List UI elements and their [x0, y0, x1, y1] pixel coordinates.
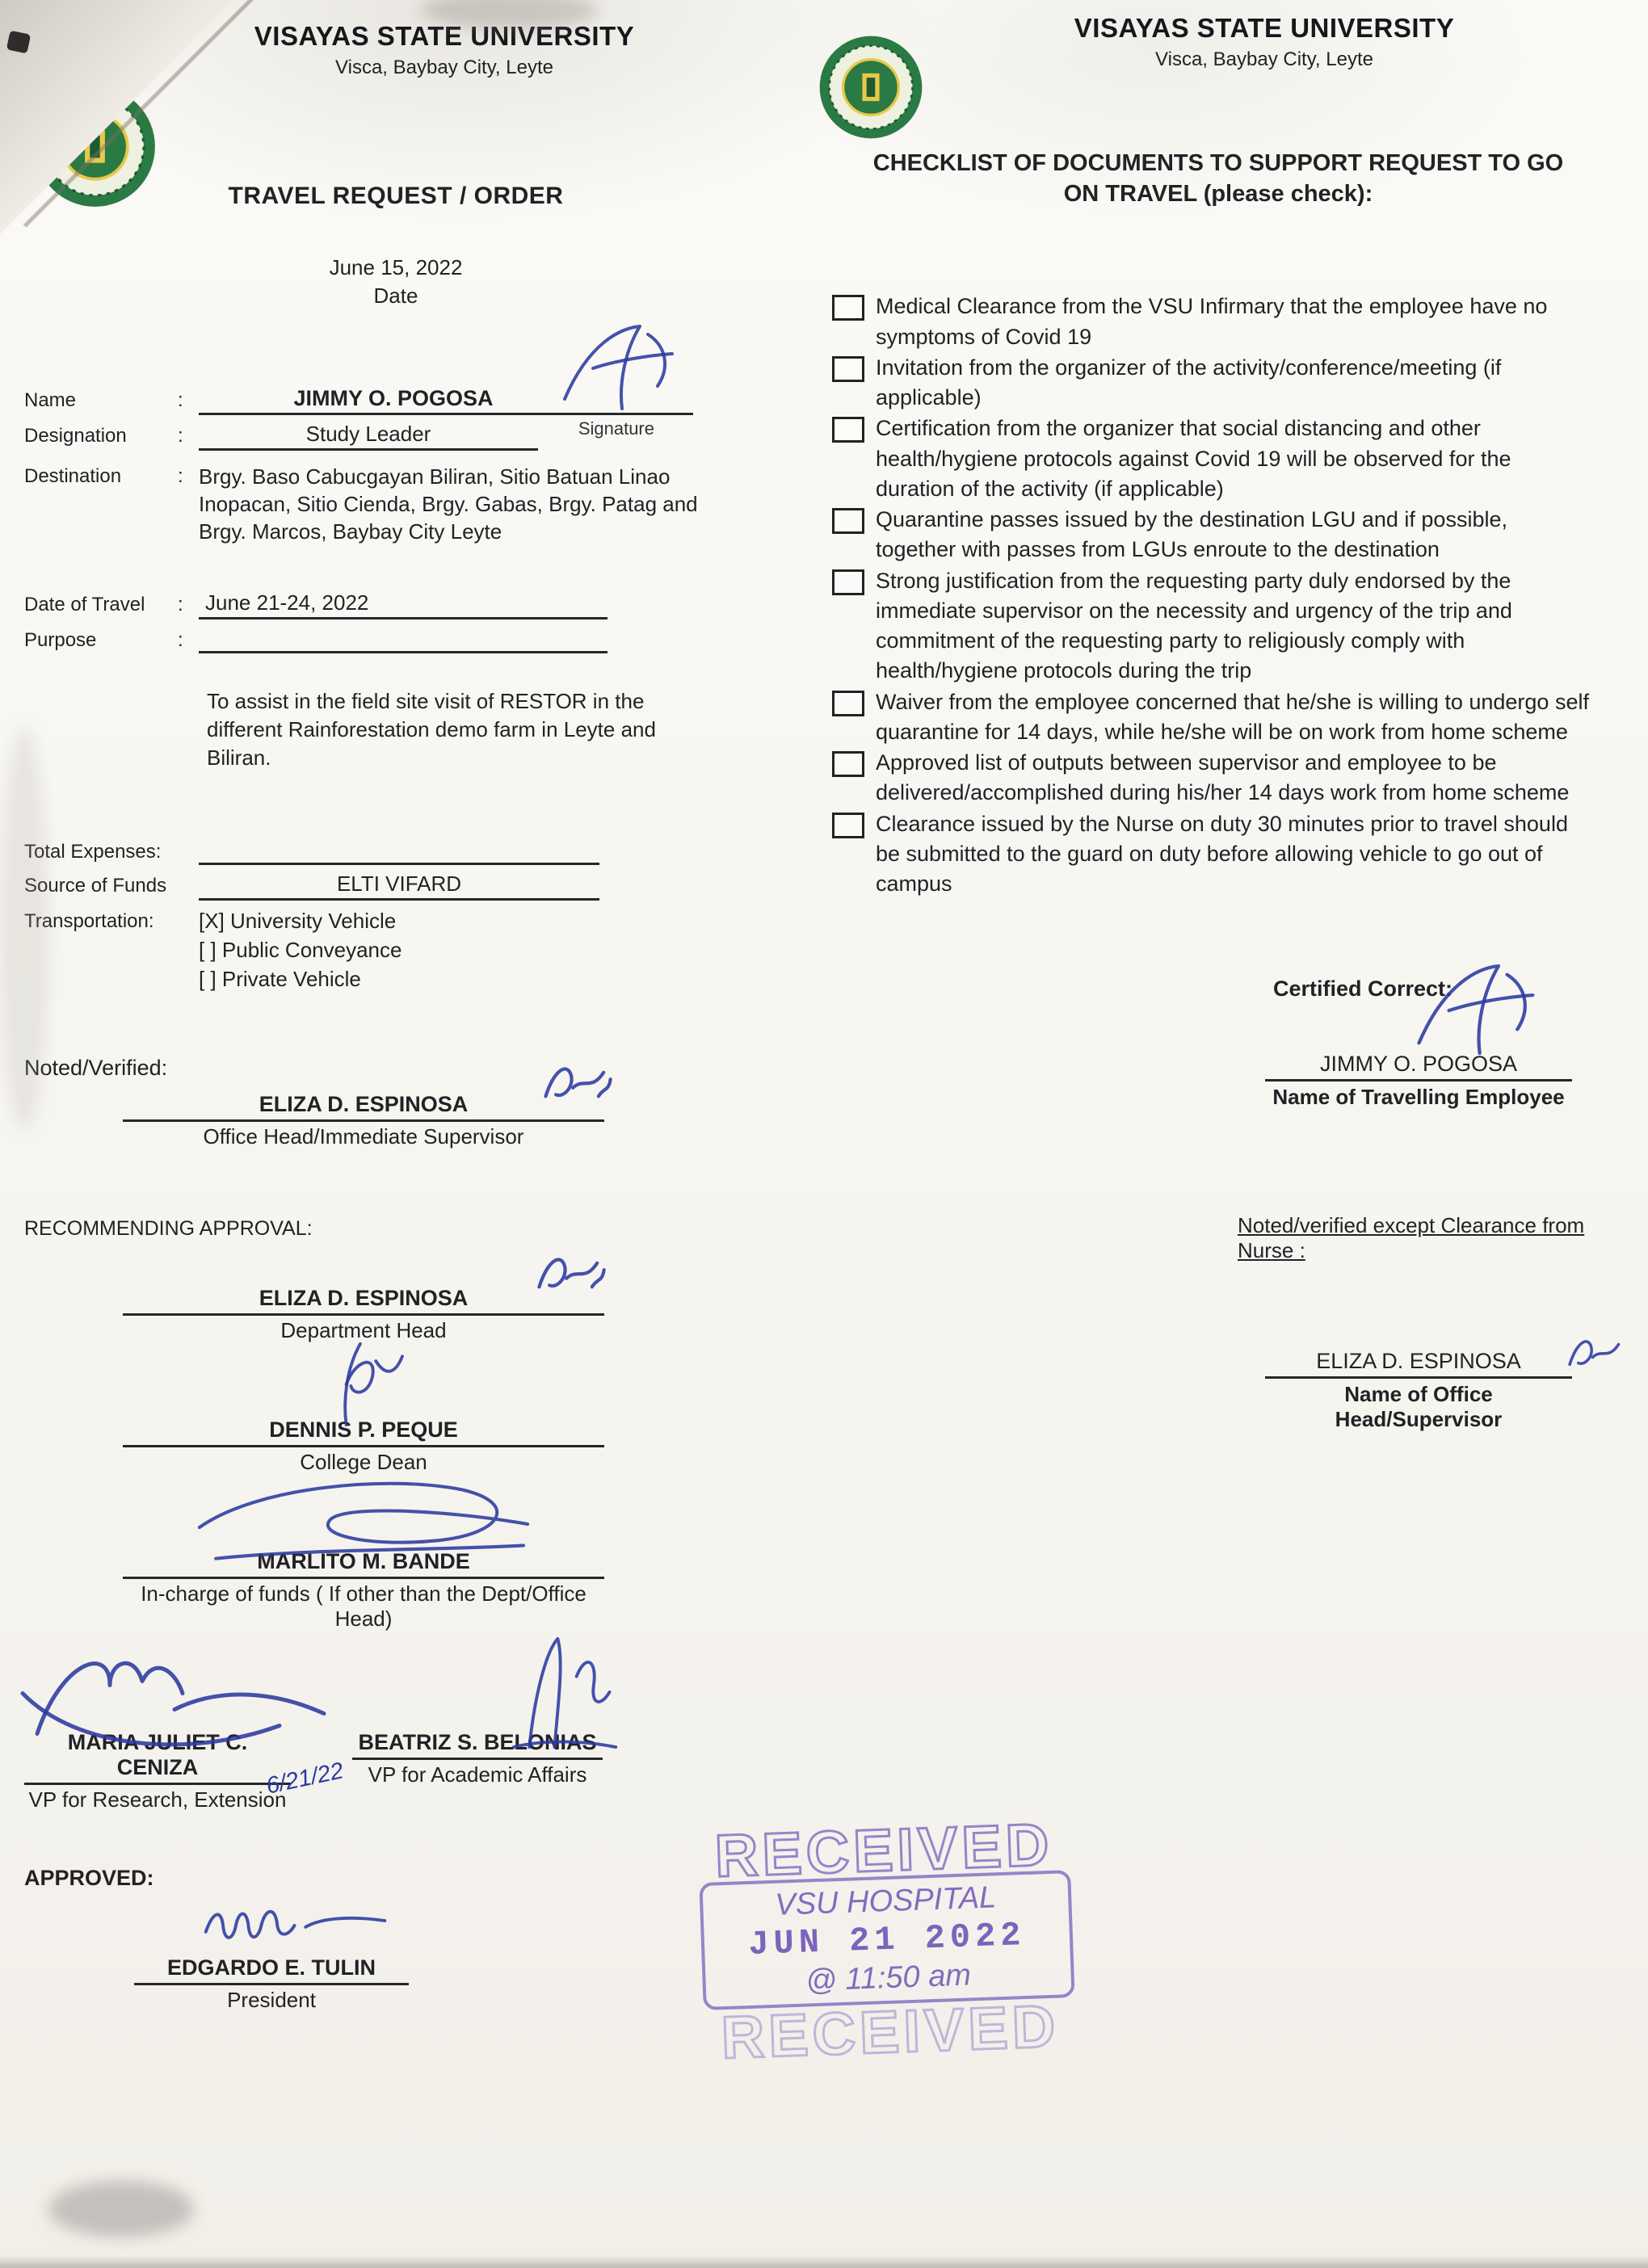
approver-title: College Dean [300, 1449, 427, 1474]
checklist-item [832, 292, 1608, 352]
scan-stain [48, 2181, 194, 2237]
colon [178, 386, 199, 412]
transport-option-private-vehicle: [ ] Private Vehicle [199, 966, 361, 991]
university-address: Visca, Baybay City, Leyte [1155, 48, 1373, 70]
checklist [832, 292, 1608, 899]
checklist-item [832, 809, 1608, 900]
checklist-item [832, 414, 1608, 504]
corner-ink-mark [6, 31, 31, 54]
checklist-panel [832, 0, 1608, 1432]
signature-caption: Signature [578, 418, 654, 439]
stamp-time-handwriting: @ 11:50 am [805, 1958, 972, 1998]
office-head-name-text: ELIZA D. ESPINOSA [1316, 1349, 1521, 1374]
field-purpose [24, 626, 767, 653]
checkbox [832, 356, 864, 382]
scan-stain [0, 727, 48, 1131]
checklist-item-text: Waiver from the employee concerned that he/she is willing to undergo self quarantine for 14 days, while he/she will be on work from home scheme [876, 689, 1589, 744]
request-date-block [24, 255, 767, 309]
office-head-name-line [1265, 1349, 1572, 1379]
travel-request-form [24, 0, 767, 2013]
signature-espinosa-icon [532, 1244, 609, 1304]
vp-title: VP for Research, Extension [28, 1787, 287, 1812]
approver-name-text: MARLITO M. BANDE [257, 1548, 470, 1573]
certified-title: Name of Travelling Employee [1272, 1085, 1565, 1110]
approver-name-line [123, 1418, 604, 1447]
signature-espinosa-icon [1564, 1328, 1629, 1380]
checklist-item-text: Medical Clearance from the VSU Infirmary that the employee have no symptoms of Covid 19 [876, 294, 1548, 349]
purpose-blank-line [199, 626, 607, 653]
destination-value: Brgy. Baso Cabucgayan Biliran, Sitio Batuan Linao Inopacan, Sitio Cienda, Brgy. Gabas, Brgy. Patag and Brgy. Marcos, Baybay City Leyte [199, 464, 698, 544]
stamp-box [699, 1870, 1074, 2010]
vp-name: MARIA JULIET C. CENIZA [24, 1730, 291, 1785]
form-title: TRAVEL REQUEST / ORDER [228, 183, 564, 209]
stamp-word-bottom: RECEIVED [720, 1992, 1061, 2072]
date-label: Date [373, 284, 418, 308]
source-of-funds-value: ELTI VIFARD [199, 872, 599, 901]
approver-in-charge-of-funds [123, 1549, 604, 1632]
stamp-date: JUN 21 2022 [747, 1916, 1027, 1964]
checklist-item-text: Clearance issued by the Nurse on duty 30 minutes prior to travel should be submitted to the guard on duty before allowing vehicle to go out of campus [876, 811, 1568, 897]
signature-pogosa-icon [1398, 956, 1543, 1061]
vp-title: VP for Academic Affairs [368, 1762, 587, 1787]
checkbox [832, 508, 864, 534]
source-of-funds-label: Source of Funds [24, 875, 167, 897]
checklist-item-text: Approved list of outputs between supervisor and employee to be delivered/accomplished during his/her 14 days work from home scheme [876, 750, 1570, 805]
signatory-name-text: ELIZA D. ESPINOSA [259, 1091, 469, 1116]
office-head-signatory [1265, 1349, 1572, 1432]
signature-tulin-icon [195, 1884, 401, 1959]
stamp-office-handwriting: VSU HOSPITAL [774, 1880, 997, 1922]
checklist-title: CHECKLIST OF DOCUMENTS TO SUPPORT REQUEST TO GO ON TRAVEL (please check): [872, 150, 1564, 207]
vp-research-extension [24, 1729, 347, 1812]
checklist-item [832, 748, 1608, 808]
noted-signatory-name [123, 1092, 604, 1122]
certified-name-line [1265, 1052, 1572, 1082]
approver-title: Department Head [280, 1317, 447, 1342]
transportation-options [199, 907, 401, 994]
received-stamp [697, 1809, 1078, 2073]
vsu-seal-icon [818, 34, 924, 141]
purpose-label: Purpose [24, 629, 97, 652]
colon [178, 626, 199, 652]
field-designation [24, 422, 767, 451]
certified-name-text: JIMMY O. POGOSA [1319, 1052, 1518, 1077]
designation-value: Study Leader [199, 422, 538, 451]
president-signatory [134, 1955, 409, 2013]
vp-name: BEATRIZ S. BELONIAS [352, 1730, 603, 1760]
checklist-item [832, 687, 1608, 748]
right-header [832, 13, 1608, 71]
certified-correct-label: Certified Correct: [1273, 976, 1453, 1002]
certified-signatory [1265, 1052, 1572, 1110]
university-name: VISAYAS STATE UNIVERSITY [254, 21, 635, 51]
approver-name-line [123, 1549, 604, 1579]
field-destination [24, 462, 767, 545]
transport-option-university-vehicle: [X] University Vehicle [199, 909, 397, 934]
checkbox [832, 813, 864, 838]
checkbox [832, 751, 864, 777]
approver-name-text: DENNIS P. PEQUE [269, 1417, 458, 1442]
checkbox [832, 569, 864, 595]
president-name-line [134, 1955, 409, 1985]
president-title: President [227, 1987, 316, 2012]
checklist-item [832, 566, 1608, 687]
name-value: JIMMY O. POGOSA [293, 386, 494, 410]
checkbox [832, 691, 864, 716]
checkbox [832, 417, 864, 443]
purpose-value: To assist in the field site visit of RESTOR in the different Rainforestation demo farm in Leyte and Biliran. [207, 689, 656, 770]
vp-signatories-row [24, 1730, 767, 1812]
checklist-item [832, 505, 1608, 565]
destination-label: Destination [24, 465, 122, 487]
noted-except-label: Noted/verified except Clearance from Nurse : [1238, 1213, 1585, 1263]
vp-academic-affairs [352, 1730, 603, 1812]
approver-name-text: ELIZA D. ESPINOSA [259, 1285, 469, 1310]
university-address: Visca, Baybay City, Leyte [335, 57, 553, 78]
office-head-title: Name of Office Head/Supervisor [1335, 1382, 1503, 1432]
transportation-label: Transportation: [24, 910, 154, 933]
total-expenses-blank-line [199, 838, 599, 865]
approver-title: In-charge of funds ( If other than the Dept/Office Head) [141, 1581, 586, 1631]
request-date: June 15, 2022 [329, 255, 463, 279]
approved-label: APPROVED: [24, 1865, 154, 1890]
checklist-item-text: Quarantine passes issued by the destination LGU and if possible, together with passes from LGUs enroute to the destination [876, 507, 1507, 562]
noted-verified-label: Noted/Verified: [24, 1055, 168, 1080]
transport-option-public-conveyance: [ ] Public Conveyance [199, 938, 402, 962]
colon [178, 462, 199, 488]
stamp-word-top: RECEIVED [713, 1810, 1054, 1890]
date-of-travel-label: Date of Travel [24, 594, 145, 616]
approver-department-head [123, 1286, 604, 1343]
president-name-text: EDGARDO E. TULIN [166, 1955, 376, 1980]
field-source-of-funds [24, 872, 767, 901]
noted-signatory-title: Office Head/Immediate Supervisor [203, 1124, 524, 1149]
checkbox [832, 295, 864, 321]
university-name: VISAYAS STATE UNIVERSITY [1074, 13, 1455, 43]
name-label: Name [24, 389, 77, 411]
approver-college-dean [123, 1418, 604, 1475]
checklist-item [832, 353, 1608, 414]
checklist-item-text: Invitation from the organizer of the activity/conference/meeting (if applicable) [876, 355, 1502, 410]
total-expenses-label: Total Expenses: [24, 841, 162, 863]
field-total-expenses [24, 838, 767, 865]
handwritten-date-note: 6/21/22 [263, 1758, 347, 1800]
date-of-travel-value: June 21-24, 2022 [199, 590, 607, 620]
checklist-item-text: Certification from the organizer that social distancing and other health/hygiene protocols against Covid 19 will be observed for the duration of the activity (if applicable) [876, 416, 1511, 501]
recommending-approval-label: RECOMMENDING APPROVAL: [24, 1216, 313, 1240]
field-transportation [24, 907, 767, 994]
designation-label: Designation [24, 425, 127, 447]
noted-verified-signatory [123, 1092, 604, 1149]
approver-name-line [123, 1286, 604, 1316]
checklist-item-text: Strong justification from the requesting party duly endorsed by the immediate supervisor on the necessity and urgency of the trip and commitment of the requesting party to religiously comply with health/hygiene protocols during the trip [876, 568, 1512, 683]
colon [178, 422, 199, 447]
colon [178, 590, 199, 616]
field-date-of-travel [24, 590, 767, 620]
